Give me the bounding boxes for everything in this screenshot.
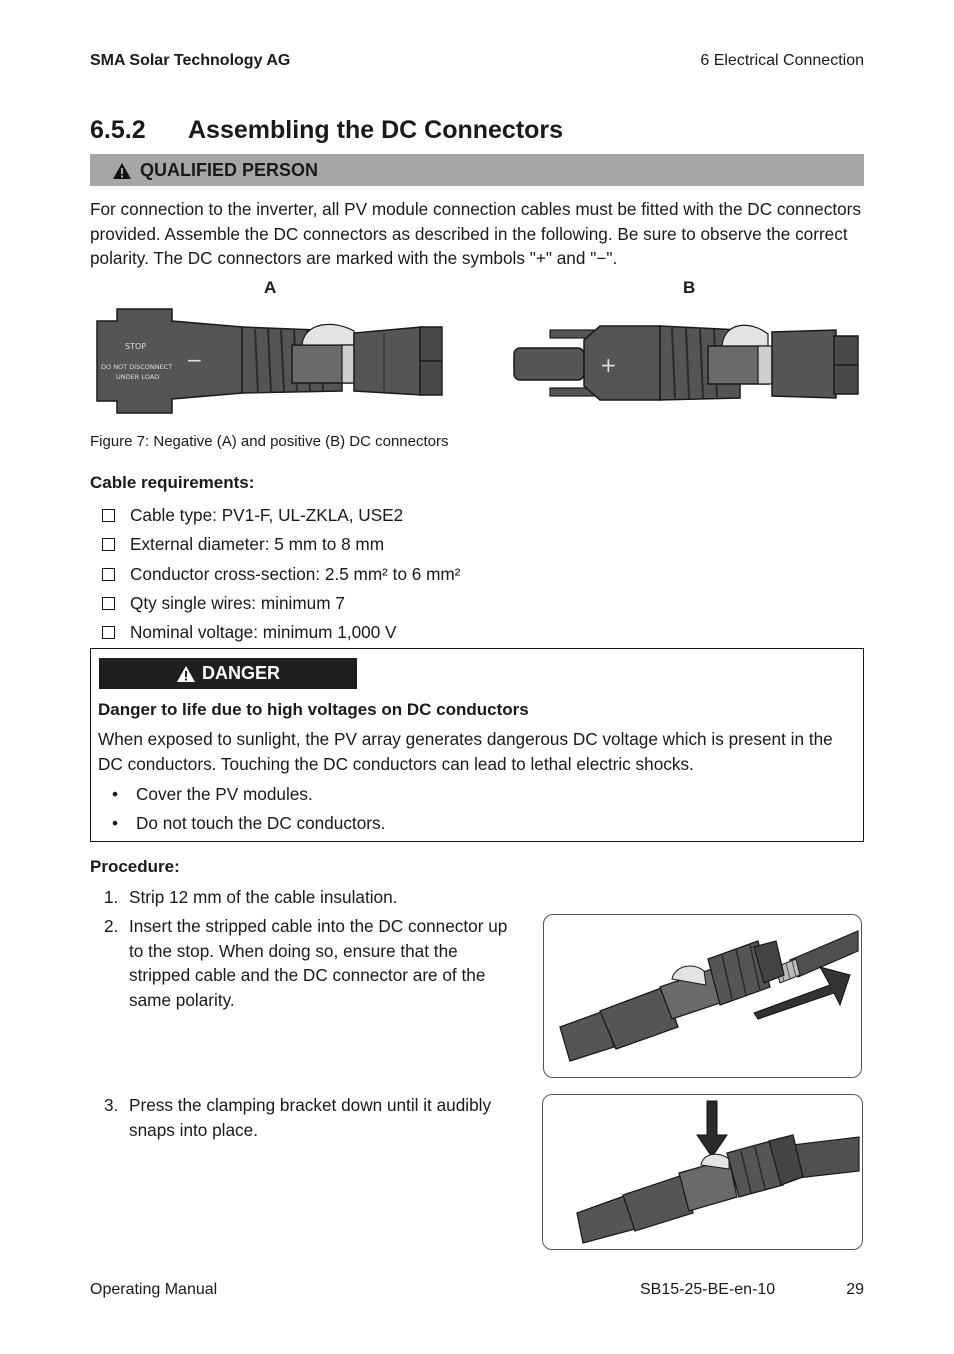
header-chapter: 6 Electrical Connection — [700, 52, 864, 69]
procedure-step-1 — [104, 885, 509, 910]
list-item-text: Conductor cross-section: 2.5 mm² to 6 mm² — [130, 563, 461, 584]
list-item-text: Do not touch the DC conductors. — [136, 813, 386, 834]
checkbox-icon — [102, 568, 115, 581]
bullet-icon: • — [112, 784, 119, 805]
checkbox-icon — [102, 509, 115, 522]
negative-connector-illustration — [92, 305, 452, 417]
list-item-text: Cover the PV modules. — [136, 784, 313, 805]
danger-tag-text: DANGER — [201, 663, 280, 683]
qualified-person-text: QUALIFIED PERSON — [140, 160, 319, 180]
danger-heading: Danger to life due to high voltages on DC conductors — [98, 700, 529, 719]
header-company: SMA Solar Technology AG — [90, 52, 291, 69]
list-item — [102, 618, 460, 647]
connector-a-stop-text: STOP — [125, 342, 147, 351]
list-item — [102, 501, 460, 530]
intro-paragraph: For connection to the inverter, all PV module connection cables must be fitted with the DC connectors provided. Assemble the DC connectors as described in the following. Be sure to observe the correct polarity. The DC connectors are marked with the symbols "+" and "−". — [90, 199, 861, 268]
checkbox-icon — [102, 626, 115, 639]
danger-text: When exposed to sunlight, the PV array generates dangerous DC voltage which is present in the DC conductors. Touching the DC conductors can lead to lethal electric shocks. — [98, 729, 833, 774]
procedure-heading: Procedure: — [90, 857, 180, 876]
step-text: Press the clamping bracket down until it audibly snaps into place. — [129, 1095, 492, 1140]
step-text: Insert the stripped cable into the DC connector up to the stop. When doing so, ensure that the stripped cable and the DC connector are of the same polarity. — [129, 916, 508, 1010]
section-title — [90, 116, 563, 145]
footer-page-number: 29 — [846, 1281, 864, 1298]
minus-symbol: − — [186, 348, 203, 372]
cable-requirements-heading: Cable requirements: — [90, 473, 255, 492]
footer-doc-id: SB15-25-BE-en-10 — [640, 1281, 776, 1298]
step3-illustration — [542, 1094, 863, 1250]
step-text: Strip 12 mm of the cable insulation. — [129, 887, 398, 907]
list-item — [102, 560, 460, 589]
checkbox-icon — [102, 538, 115, 551]
section-number: 6.5.2 — [90, 116, 146, 144]
procedure-step-2 — [104, 914, 509, 1012]
list-item — [112, 780, 385, 809]
list-item-text: Nominal voltage: minimum 1,000 V — [130, 622, 397, 643]
qualified-person-label — [112, 160, 318, 181]
footer-manual: Operating Manual — [90, 1281, 218, 1298]
danger-tag — [99, 658, 357, 689]
step2-illustration — [543, 914, 862, 1078]
list-item-text: External diameter: 5 mm to 8 mm — [130, 534, 385, 555]
figure-label-a: A — [264, 278, 277, 297]
section-title-text: Assembling the DC Connectors — [188, 116, 564, 144]
cable-requirements-list — [102, 501, 460, 647]
danger-bullets — [112, 780, 385, 839]
warning-icon — [176, 665, 196, 683]
checkbox-icon — [102, 597, 115, 610]
step-number: 3. — [104, 1095, 119, 1115]
list-item — [102, 530, 460, 559]
warning-icon — [112, 162, 132, 180]
positive-connector-illustration — [510, 318, 862, 408]
procedure-step-3 — [104, 1093, 509, 1142]
list-item-text: Cable type: PV1-F, UL-ZKLA, USE2 — [130, 505, 404, 526]
list-item — [102, 589, 460, 618]
step-number: 1. — [104, 887, 119, 907]
step-number: 2. — [104, 916, 119, 936]
plus-symbol: + — [600, 353, 617, 377]
figure-caption: Figure 7: Negative (A) and positive (B) DC connectors — [90, 433, 449, 450]
bullet-icon: • — [112, 813, 119, 834]
list-item-text: Qty single wires: minimum 7 — [130, 593, 345, 614]
connector-a-warning-line1: DO NOT DISCONNECT — [101, 363, 173, 371]
list-item — [112, 809, 385, 838]
figure-label-b: B — [683, 278, 696, 297]
connector-a-warning-line2: UNDER LOAD — [116, 373, 160, 381]
